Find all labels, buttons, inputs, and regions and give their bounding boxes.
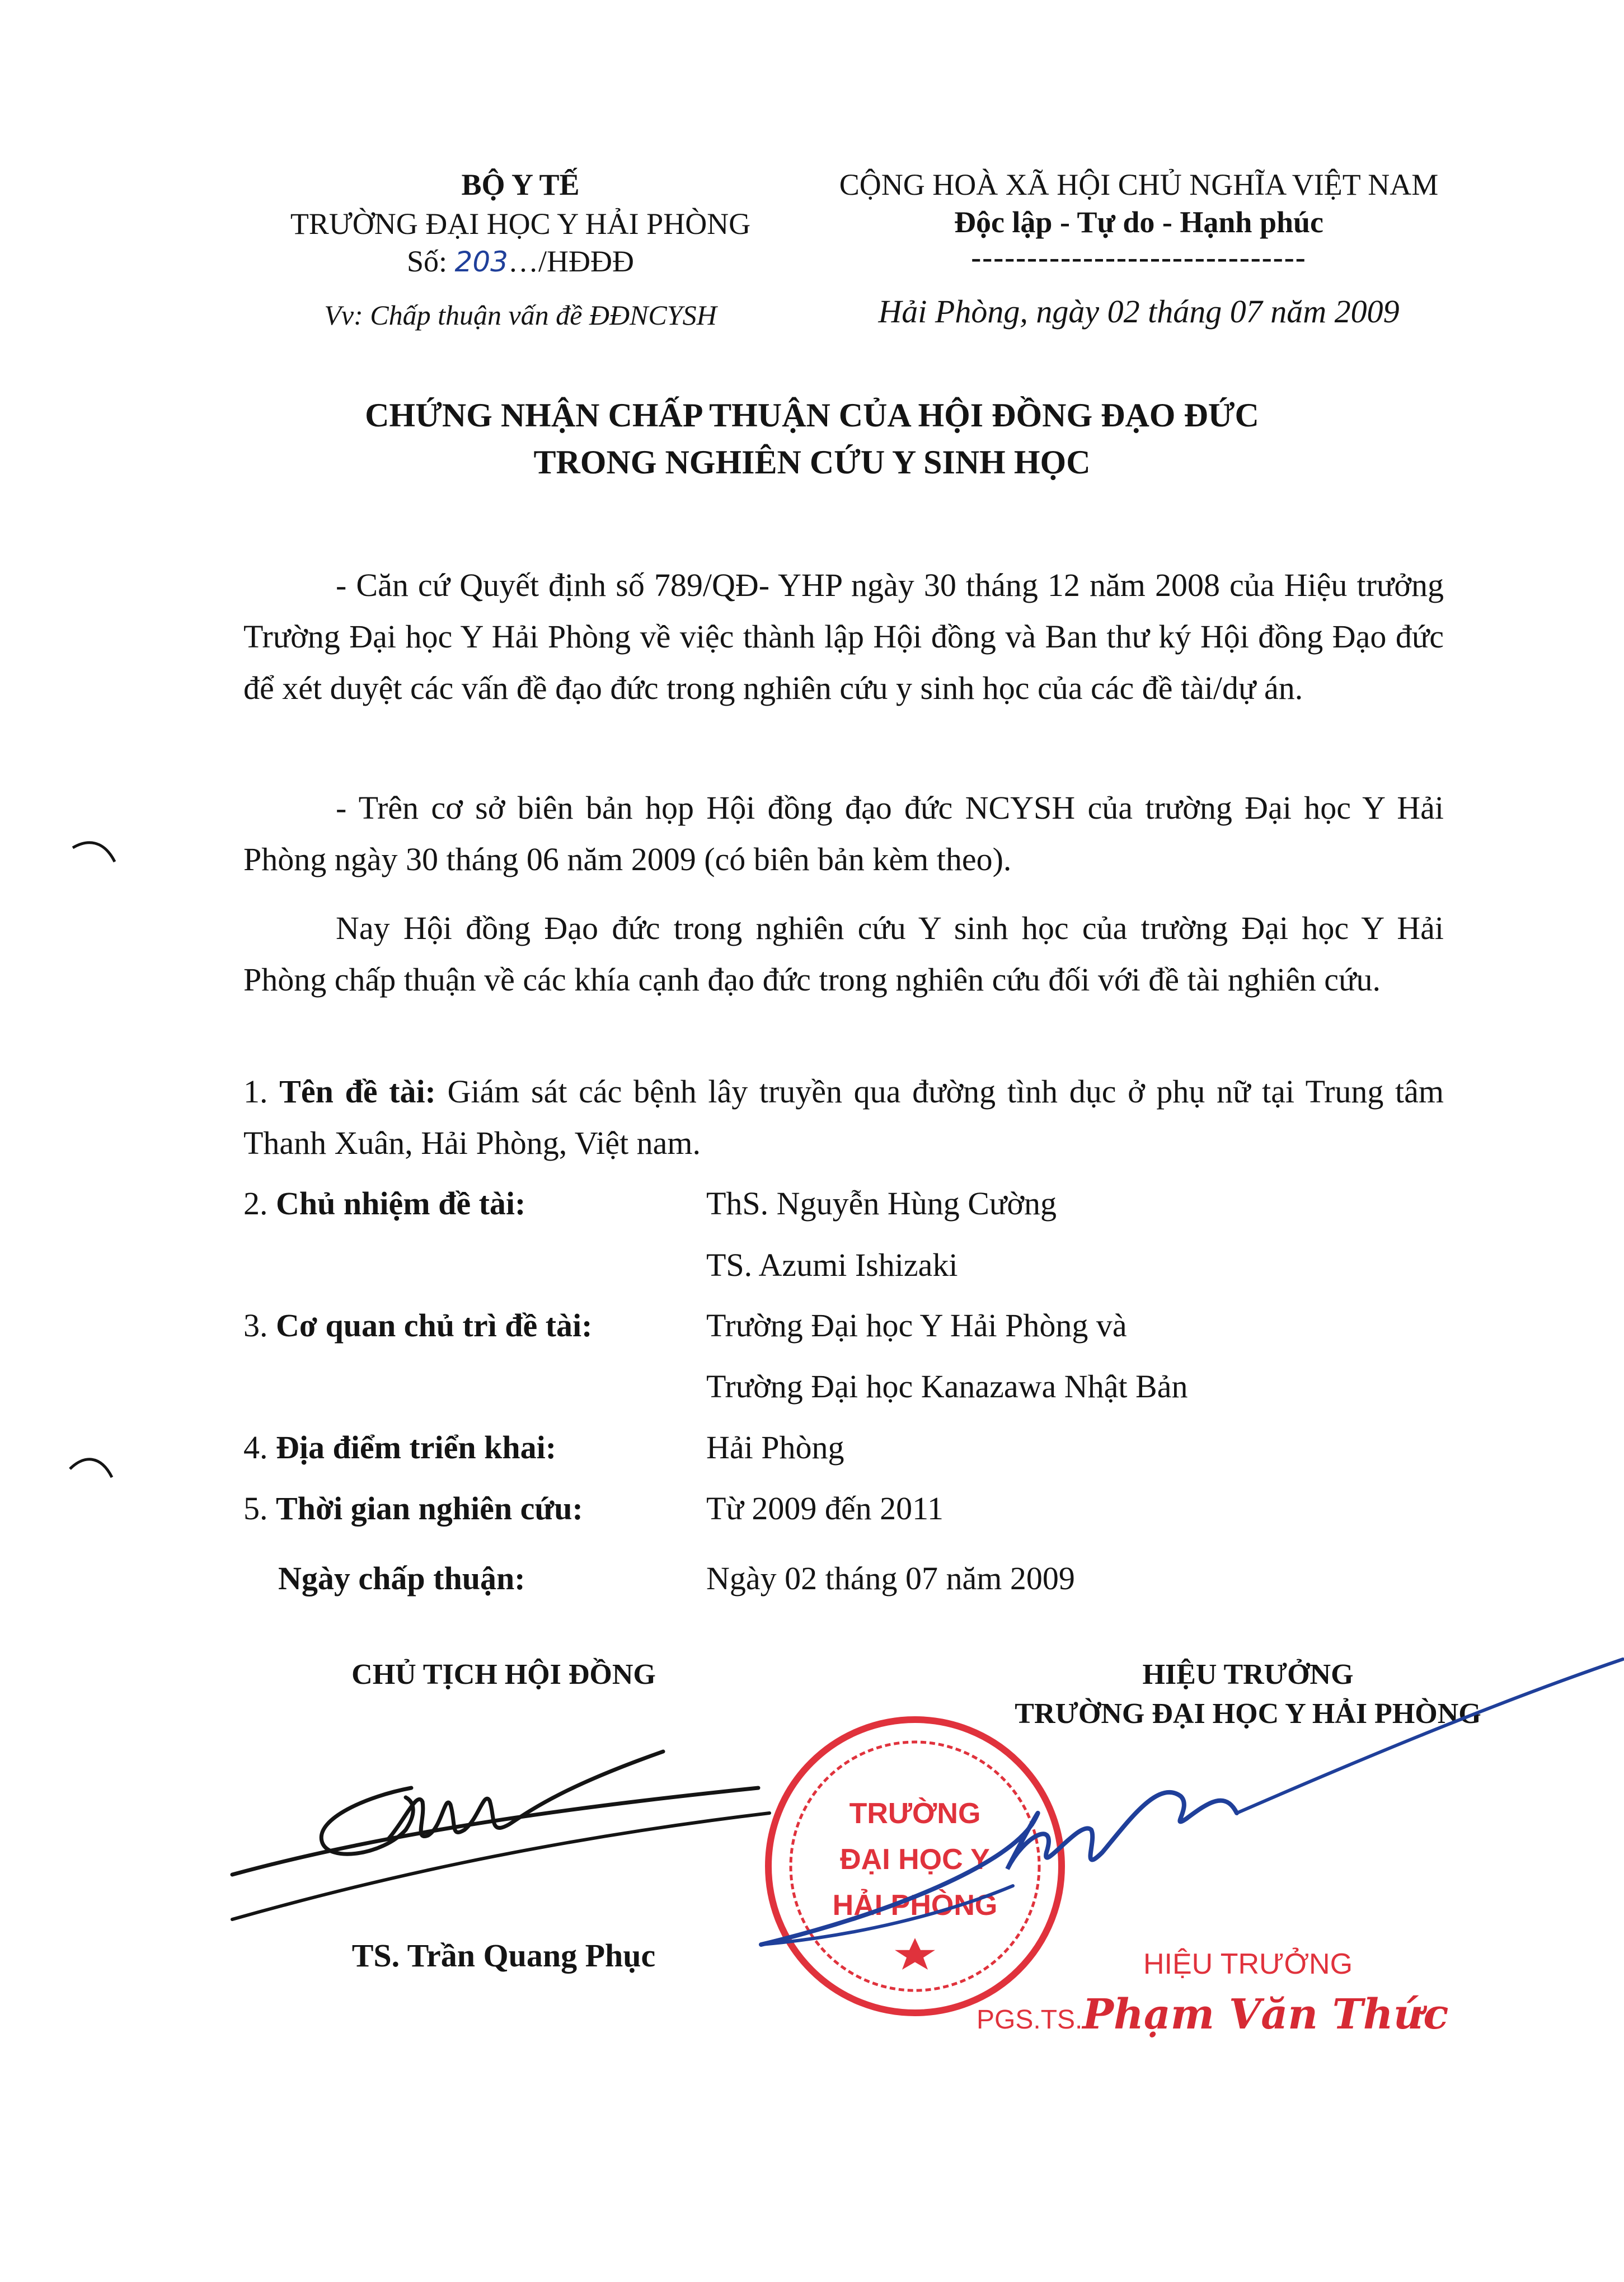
chairman-signature bbox=[221, 1735, 781, 1936]
document-subject: Vv: Chấp thuận vấn đề ĐĐNCYSH bbox=[324, 299, 717, 331]
detail-value: Hải Phòng bbox=[706, 1429, 844, 1466]
detail-number: 2. bbox=[243, 1185, 268, 1222]
detail-label: Chủ nhiệm đề tài: bbox=[276, 1185, 526, 1222]
ministry-name: BỘ Y TẾ bbox=[461, 168, 580, 201]
seal-line: TRƯỜNG bbox=[849, 1797, 981, 1830]
detail-label: Ngày chấp thuận: bbox=[278, 1560, 525, 1597]
detail-row-leader bbox=[243, 1178, 525, 1229]
detail-number: 3. bbox=[243, 1307, 268, 1344]
chairman-title: CHỦ TỊCH HỘI ĐỒNG bbox=[351, 1659, 656, 1691]
motto: Độc lập - Tự do - Hạnh phúc bbox=[954, 205, 1324, 239]
topic-value: Giám sát các bệnh lây truyền qua đường tình dục ở phụ nữ tại Trung tâm Thanh Xuân, Hải Phòng, Việt nam. bbox=[243, 1073, 1444, 1161]
detail-label: Địa điểm triển khai: bbox=[276, 1429, 557, 1466]
number-handwritten: 203 bbox=[454, 246, 508, 278]
detail-row-duration bbox=[243, 1483, 583, 1534]
nation-name: CỘNG HOÀ XÃ HỘI CHỦ NGHĨA VIỆT NAM bbox=[839, 168, 1439, 201]
paragraph-approval: Nay Hội đồng Đạo đức trong nghiên cứu Y sinh học của trường Đại học Y Hải Phòng chấp thuận về các khía cạnh đạo đức trong nghiên cứu đối với đề tài nghiên cứu. bbox=[243, 910, 1444, 998]
topic-number: 1. bbox=[243, 1073, 268, 1110]
school-name: TRƯỜNG ĐẠI HỌC Y HẢI PHÒNG bbox=[290, 207, 751, 241]
topic-row bbox=[243, 1066, 1444, 1169]
scan-mark bbox=[70, 837, 120, 870]
number-prefix: Số: bbox=[407, 245, 448, 278]
detail-value: Ngày 02 tháng 07 năm 2009 bbox=[706, 1560, 1075, 1597]
rector-title: HIỆU TRƯỞNG bbox=[1142, 1659, 1354, 1691]
detail-label: Cơ quan chủ trì đề tài: bbox=[276, 1307, 593, 1344]
stamp-prefix: PGS.TS. bbox=[977, 2005, 1083, 2035]
paragraph-decision: - Căn cứ Quyết định số 789/QĐ- YHP ngày 30 tháng 12 năm 2008 của Hiệu trưởng Trường Đại học Y Hải Phòng về việc thành lập Hội đồng và Ban thư ký Hội đồng Đạo đức để xét duyệt các vấn đề đạo đức trong nghiên cứu y sinh học của các đề tài/dự án. bbox=[243, 567, 1444, 706]
detail-row-approval-date bbox=[278, 1553, 525, 1604]
number-suffix: …/HĐĐĐ bbox=[508, 245, 634, 278]
seal-line: ĐẠI HỌC Y bbox=[840, 1843, 990, 1876]
detail-row-location bbox=[243, 1422, 556, 1473]
detail-label: Thời gian nghiên cứu: bbox=[276, 1490, 583, 1527]
detail-value: TS. Azumi Ishizaki bbox=[706, 1247, 958, 1283]
detail-value: Từ 2009 đến 2011 bbox=[706, 1490, 944, 1527]
rector-signature bbox=[744, 1651, 1624, 1975]
document-date: Hải Phòng, ngày 02 tháng 07 năm 2009 bbox=[878, 293, 1400, 330]
header-separator: ------------------------------ bbox=[971, 241, 1307, 274]
scan-mark bbox=[67, 1452, 118, 1486]
stamp-name-line bbox=[977, 1989, 1592, 2051]
seal-line: HẢI PHÒNG bbox=[832, 1889, 998, 1922]
stamp-title: HIỆU TRƯỞNG bbox=[1143, 1948, 1353, 1980]
title-line-2: TRONG NGHIÊN CỨU Y SINH HỌC bbox=[533, 444, 1091, 481]
title-line-1: CHỨNG NHẬN CHẤP THUẬN CỦA HỘI ĐỒNG ĐẠO ĐỨC bbox=[365, 397, 1259, 434]
detail-value: Trường Đại học Y Hải Phòng và bbox=[706, 1307, 1127, 1344]
detail-value: ThS. Nguyễn Hùng Cường bbox=[706, 1185, 1057, 1222]
stamp-name: Phạm Văn Thức bbox=[1082, 1990, 1449, 2039]
detail-row-host bbox=[243, 1300, 592, 1351]
detail-number: 4. bbox=[243, 1429, 268, 1466]
topic-label: Tên đề tài: bbox=[279, 1073, 436, 1110]
rector-org: TRƯỜNG ĐẠI HỌC Y HẢI PHÒNG bbox=[1015, 1698, 1481, 1730]
detail-number: 5. bbox=[243, 1490, 268, 1527]
chairman-name: TS. Trần Quang Phục bbox=[351, 1937, 656, 1974]
paragraph-meeting: - Trên cơ sở biên bản họp Hội đồng đạo đức NCYSH của trường Đại học Y Hải Phòng ngày 30 tháng 06 năm 2009 (có biên bản kèm theo). bbox=[243, 790, 1444, 877]
document-number bbox=[246, 242, 795, 281]
detail-value: Trường Đại học Kanazawa Nhật Bản bbox=[706, 1368, 1188, 1405]
